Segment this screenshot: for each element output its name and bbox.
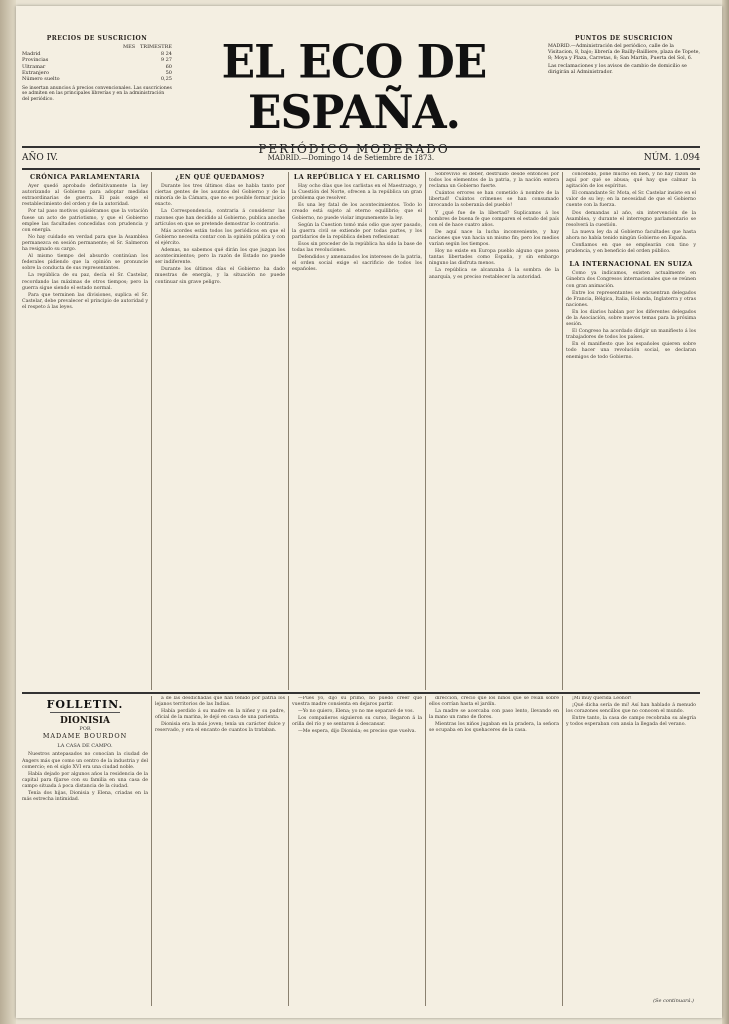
folletin-paragraph: á de las desdichadas que han tenido por patria los lejanos territorios de las Indias. bbox=[155, 696, 285, 708]
folletin-column-5 bbox=[566, 696, 696, 1006]
issue-number: NÚM. 1.094 bbox=[643, 153, 700, 163]
folletin-por: POR bbox=[79, 726, 91, 733]
folletin-separator bbox=[22, 692, 700, 694]
paragraph: No hay cuidado en verdad para que la Asamblea permanezca en sesión permanente; el Sr. Salmeron ha resignado su cargo. bbox=[22, 234, 148, 253]
issue-year: AÑO IV. bbox=[22, 153, 58, 163]
paragraph: Ayer quedó aprobado definitivamente la ley autorizando al Gobierno para adoptar medidas extraordinarias de guerra. El país exige el restablecimiento del orden y de la autoridad. bbox=[22, 184, 148, 208]
column-1 bbox=[22, 172, 148, 690]
prices-col-mes: MES bbox=[122, 44, 136, 51]
folletin-paragraph: —Yo no quiero, Elena; yo no me separaré de vos. bbox=[298, 709, 415, 715]
paragraph: Cuántos errores se han cometido á nombre de la libertad! Cuántos crímenes se han consumado invocando la soberanía del pueblo! bbox=[429, 191, 559, 209]
paragraph: Para que terminen las divisiones, suplica el Sr. Castelar, debe prevalecer el principio de autoridad y el respeto á las leyes. bbox=[22, 292, 148, 310]
price-place: Número suelto bbox=[22, 76, 60, 83]
folletin-rule bbox=[562, 696, 563, 1006]
prices-col-trim: TRIMESTRE bbox=[139, 44, 172, 51]
book-gutter bbox=[0, 0, 16, 1024]
paragraph: Sobrevivió el deber, destruido desde entonces por todos los elementos de la patria, y la nación entera reclama un Gobierno fuerte. bbox=[429, 172, 559, 190]
newspaper-page bbox=[16, 6, 722, 1018]
paragraph: La Correspondencia, contraria á considerar las razones que han decidido al Gobierno, publica anoche artículos en que se pretende demostrar lo contrario. bbox=[155, 209, 285, 227]
folletin-column-2 bbox=[155, 696, 285, 1006]
paragraph: Entre los representantes se encuentran delegados de Francia, Bélgica, Italia, Holanda, Inglaterra y otras naciones. bbox=[566, 290, 696, 308]
price-values: 60 bbox=[165, 63, 172, 70]
paragraph: La nueva ley da al Gobierno facultades que hasta ahora no había tenido ningún Gobierno en España. bbox=[566, 229, 696, 241]
folletin-label: FOLLETIN. bbox=[46, 698, 124, 711]
folletin-rule bbox=[425, 696, 426, 1006]
column-3-body bbox=[292, 184, 422, 273]
dateline bbox=[22, 146, 700, 170]
subscription-points-note: Las reclamaciones y los avisos de cambio de domicilio se dirigirán al Administrador. bbox=[548, 64, 687, 75]
price-values: 8 24 bbox=[160, 50, 172, 57]
paragraph: Según la Cuestion tomó más odio que ayer pasado, la guerra civil se extiende por todas partes, y los partidarios de la república deben reflexionar. bbox=[292, 222, 422, 240]
folletin-column-3 bbox=[292, 696, 422, 1006]
column-rule bbox=[562, 172, 563, 690]
paragraph: En los diarios hablan por los diferentes delegados de la Asociación, sobre nuevos temas para la próxima sesión. bbox=[566, 309, 696, 328]
paragraph: Esos sin proceder de la república ha sido la base de todas las revoluciones. bbox=[292, 241, 422, 254]
prices-note: Se insertan anuncios á precios convencionales. Las suscriciones se admiten en las principales librerías y en la administración del periódico. bbox=[22, 85, 172, 103]
column-rule bbox=[151, 172, 152, 690]
column-1-body bbox=[22, 184, 148, 311]
paragraph: Durante los tres últimos días se habla tanto por ciertas gentes de los asuntos del Gobierno y de la minoría de la Cámara, que no es posible formar juicio exacto. bbox=[155, 184, 285, 208]
paragraph: Como ya indicamos, existen actualmente en Ginebra dos Congresos internacionales que se reúnen con gran animación. bbox=[566, 271, 696, 289]
paragraph: Hay ocho días que los carlistas en el Maestrazgo, y la Cuestión del Norte, ofrecen a la república un gran problema que resolver. bbox=[292, 184, 422, 202]
paragraph: En el manifiesto que los españoles quieren sobre todo hacer una revolución social, se declaran enemigos de todo Gobierno. bbox=[566, 342, 696, 360]
folletin-paragraph: Mientras los niños jugaban en la pradera, la señora se ocupaba en los quehaceres de la casa. bbox=[429, 722, 559, 734]
column-2 bbox=[155, 172, 285, 690]
paragraph: Hoy no existe en Europa pueblo alguno que posea tantas libertades como España, y sin embargo ninguno las disfruta menos. bbox=[429, 249, 559, 267]
paragraph: La república de su paz, decía el Sr. Castelar, recordando las máximas de otros tiempos; pero la guerra sigue siendo el estado normal. bbox=[22, 273, 148, 291]
folletin-column-1 bbox=[22, 696, 148, 1006]
folletin-paragraph: Había dejado por algunos años la residencia de la capital para fijarse con su familia en una casa de campo situada á poca distancia de la ciudad. bbox=[22, 771, 148, 789]
column-2-body bbox=[155, 184, 285, 286]
folletin-paragraph: La madre se acercaba con paso lento, llevando en la mano un ramo de flores. bbox=[429, 709, 559, 721]
folletin-body-2 bbox=[155, 696, 285, 735]
paragraph: Ademas, no sabemos qué dirán los que juzgan los acontecimientos; pero la razón de Estado no puede ser indiferente. bbox=[155, 248, 285, 266]
column-5-body bbox=[566, 172, 696, 255]
folletin-paragraph: Había perdido á su madre en la niñez y su padre, oficial de la marina, le dejó en casa de una parienta. bbox=[155, 709, 285, 721]
paragraph: Confiamos en que se emplearán con tino y prudencia, y en beneficio del orden público. bbox=[566, 243, 696, 255]
column-5 bbox=[566, 172, 696, 690]
paragraph: De aquí nace la lucha inconveniente, y hay naciones que van hacia un mismo fin; pero los medios varían según los tiempos. bbox=[429, 229, 559, 248]
folletin-body-1 bbox=[22, 752, 148, 803]
paragraph: Durante los últimos días el Gobierno ha dado muestras de energía, y la situación no puede continuar sin grave peligro. bbox=[155, 267, 285, 285]
folletin-paragraph: ¡Qué dicha sería de mí! Así han hablado á menudo los corazones sencillos que no conocen el mundo. bbox=[566, 703, 696, 715]
folletin-paragraph: Nuestros antepasados no conocían la ciudad de Angers más que como un centro de la industria y del comercio; en el siglo XVI era una ciudad noble. bbox=[22, 752, 148, 770]
folletin-paragraph: Los compañeros siguieron su curso, llegaron á la orilla del río y se sentaron á descansar. bbox=[292, 716, 422, 728]
folletin-paragraph: —Pues yo, dijo su primo, no puedo creer que vuestra madre consienta en dejaros partir. bbox=[292, 696, 422, 708]
folletin-paragraph: —Me espera, dijo Dionisia; es preciso que vuelva. bbox=[298, 729, 417, 735]
folletin-column-4 bbox=[429, 696, 559, 1006]
subscription-points-heading: PUNTOS DE SUSCRICION bbox=[575, 35, 673, 42]
folletin-section bbox=[22, 696, 700, 1006]
price-rows bbox=[22, 51, 172, 83]
folletin-body-5 bbox=[566, 696, 696, 728]
price-place: Extranjero bbox=[22, 70, 49, 77]
column-2-heading: ¿EN QUÉ QUEDAMOS? bbox=[175, 173, 265, 181]
paragraph: Dos demandas al año, sin intervención de la Asamblea, y durante el interregno parlamentario se resolverá la cuestión. bbox=[566, 210, 696, 228]
price-place: Provincias bbox=[22, 57, 49, 64]
price-values: 9 27 bbox=[160, 57, 172, 64]
column-rule bbox=[425, 172, 426, 690]
column-4-body bbox=[429, 172, 559, 281]
folletin-paragraph: ¡Mi muy querida Leonor! bbox=[572, 696, 632, 701]
folletin-paragraph: Entre tanto, la casa de campo recobraba su alegría y todos esperaban con ansia la llegada del verano. bbox=[566, 716, 696, 728]
column-1-heading: CRÓNICA PARLAMENTARIA bbox=[30, 173, 140, 181]
column-3-heading: LA REPÚBLICA Y EL CARLISMO bbox=[293, 173, 421, 181]
newspaper-title: EL ECO DE ESPAÑA. bbox=[221, 35, 487, 140]
price-values: 50 bbox=[165, 70, 172, 77]
paragraph: Y ¿qué fue de la libertad? Suplicamos á los hombres de buena fe que comparen el estado del país con el de hace cuatro años. bbox=[429, 210, 559, 228]
column-6-body bbox=[566, 271, 696, 360]
paragraph: concebido, poné mucho en bien, y no hay razón de aquí por qué se abusa; qué hay que calmar la agitación de los espíritus. bbox=[566, 172, 696, 190]
column-6-heading: LA INTERNACIONAL EN SUIZA bbox=[569, 260, 693, 269]
newspaper-subtitle: PERIÓDICO MODERADO bbox=[258, 142, 450, 156]
subscription-points-text: MADRID.—Administración del periódico, calle de la Visitacion, 8, bajo; librería de Bailly-Bailliere, plaza de Topete, 8; Moya y Plaza, Carretas, 8; San Martín, Puerta del Sol, 6. bbox=[548, 44, 700, 61]
paragraph: Por tal paso motivos quisiéramos que la votación fuese un acto de patriotismo, y que el Gobierno emplee las facultades concedidas con prudencia y con energía. bbox=[22, 209, 148, 233]
folletin-section-title: LA CASA DE CAMPO. bbox=[57, 743, 113, 750]
price-row bbox=[22, 76, 172, 82]
paragraph: La república se alcanzaba á la sombra de la anarquía, y es preciso restablecer la autoridad. bbox=[429, 268, 559, 280]
paragraph: El comandante Sr. Mota, el Sr. Castelar insiste en el valor de su ley; en la necesidad de que el Gobierno cuente con la fuerza. bbox=[566, 191, 696, 209]
price-place: Ultramar bbox=[22, 63, 46, 70]
folletin-signature: (Se continuará.) bbox=[653, 998, 694, 1004]
page-stack-edge bbox=[722, 0, 729, 1024]
paragraph: Es una ley fatal de los acontecimientos. Todo lo creado está sujeto al eterno equilibrio; que el Gobierno, no puede violar impunemente la ley. bbox=[292, 203, 422, 221]
paragraph: Al mismo tiempo del absurdo continúan los federales pidiendo que la opinión se pronuncie sobre la conducta de sus representantes. bbox=[22, 254, 148, 272]
paragraph: Más acordes están todos los periódicos en que el Gobierno necesita contar con la opinión pública y con el ejército. bbox=[155, 228, 285, 246]
issue-date: MADRID.—Domingo 14 de Setiembre de 1873. bbox=[267, 154, 435, 162]
subscription-prices bbox=[22, 36, 172, 103]
subscription-prices-heading: PRECIOS DE SUSCRICION bbox=[46, 35, 148, 42]
folletin-rule bbox=[288, 696, 289, 1006]
folletin-rule bbox=[151, 696, 152, 1006]
column-rule bbox=[288, 172, 289, 690]
folletin-paragraph: Tenía dos hijas, Dionisia y Elena, criadas en la más estrecha intimidad. bbox=[22, 791, 148, 803]
column-3 bbox=[292, 172, 422, 690]
paragraph: Defendidos y amenazados los intereses de la patria, el orden social exige el sacrificio de todos los españoles. bbox=[292, 255, 422, 273]
paragraph: El Congreso ha acordado dirigir un manifiesto á los trabajadores de todos los países. bbox=[566, 329, 696, 341]
masthead bbox=[160, 35, 548, 156]
folletin-paragraph: dirección, creció que los niños que se reían sobre ellos corrían hasta el jardín. bbox=[429, 696, 559, 708]
main-columns bbox=[22, 172, 700, 690]
folletin-title: DIONISIA bbox=[60, 716, 110, 727]
folletin-divider bbox=[50, 712, 120, 713]
price-values: 0,25 bbox=[160, 76, 172, 83]
folletin-body-3 bbox=[292, 696, 422, 736]
subscription-points bbox=[548, 36, 700, 76]
folletin-author: MADAME BOURDON bbox=[42, 732, 128, 741]
folletin-header bbox=[22, 698, 148, 750]
folletin-paragraph: Dionisia era la más joven; tenía un carácter dulce y reservado, y era el encanto de cuantos la trataban. bbox=[155, 722, 285, 734]
folletin-body-4 bbox=[429, 696, 559, 735]
column-4 bbox=[429, 172, 559, 690]
price-place: Madrid bbox=[22, 50, 41, 57]
